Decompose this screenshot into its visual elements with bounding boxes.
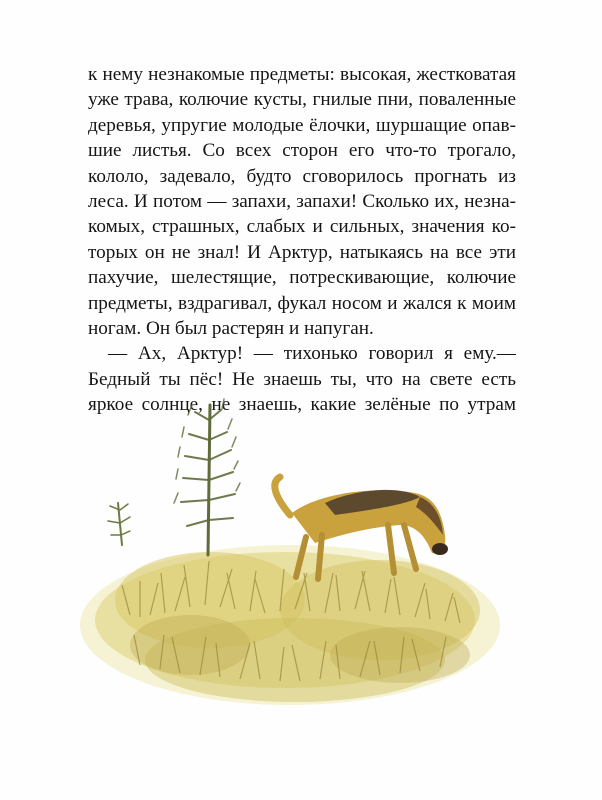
illustration-dog-in-grass xyxy=(70,385,510,715)
sapling xyxy=(108,503,130,545)
text-line: к нему незнакомые предметы: высокая, жестковатая xyxy=(88,64,516,85)
text-line: торых он не знал! И Арктур, натыкаясь на все эти xyxy=(88,241,516,263)
text-line: яркое солнце, не знаешь, какие зелёные по утрам xyxy=(88,394,516,416)
text-line: шие листья. Со всех сторон его что-то трогало, xyxy=(88,140,516,162)
text-line: предметы, вздрагивал, фукал носом и жался к моим xyxy=(88,292,516,314)
text-line: деревья, упругие молодые ёлочки, шуршащие опав- xyxy=(88,114,516,136)
grass-mound xyxy=(80,545,500,705)
text-line: пахучие, шелестящие, потрескивающие, колючие xyxy=(88,267,516,289)
body-text xyxy=(88,62,516,418)
dialogue-line: — Ах, Арктур! — тихонько говорил я ему.— xyxy=(108,343,516,365)
text-line: ногам. Он был растерян и напуган. xyxy=(88,318,374,340)
text-line: комых, страшных, слабых и сильных, значения ко- xyxy=(88,216,516,238)
spruce-tree xyxy=(174,399,240,555)
text-line: кололо, задевало, будто сговорилось прогнать из xyxy=(88,165,516,187)
text-line: Бедный ты пёс! Не знаешь ты, что на свете есть xyxy=(88,368,516,390)
text-line: леса. И потом — запахи, запахи! Сколько их, незна- xyxy=(88,191,516,213)
text-line: уже трава, колючие кусты, гнилые пни, поваленные xyxy=(88,89,516,111)
